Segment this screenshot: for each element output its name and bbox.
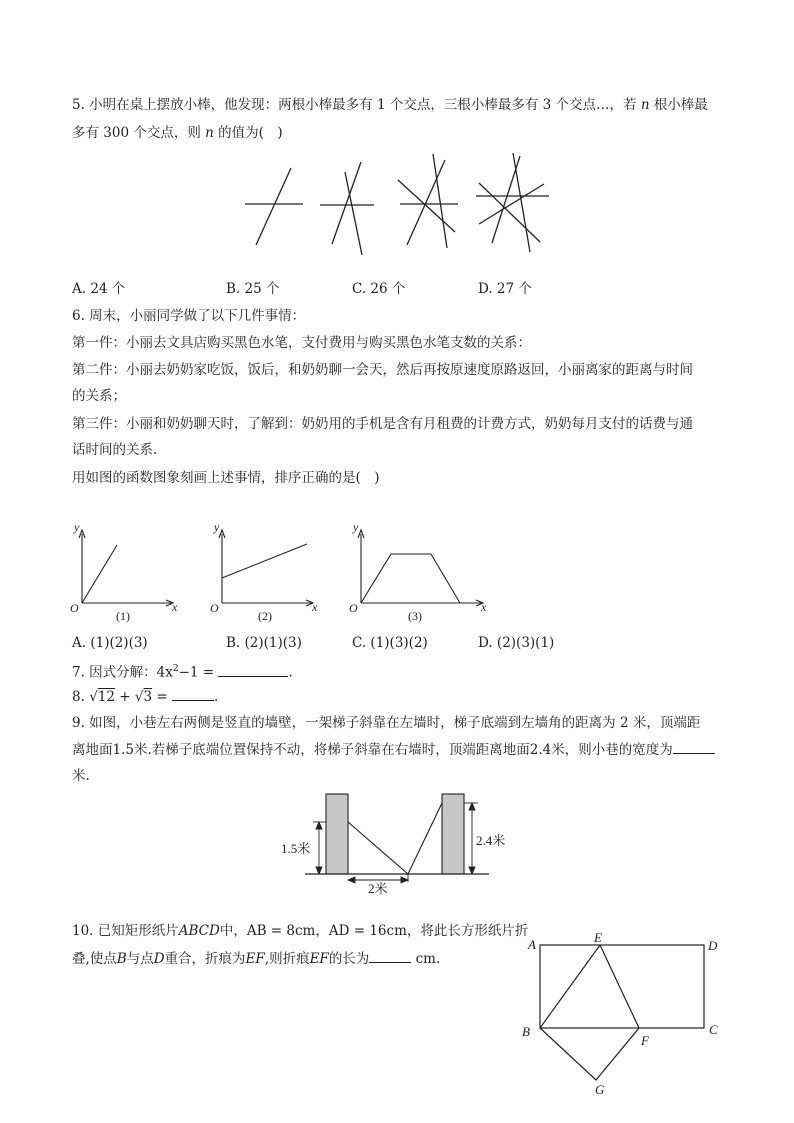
- q6-line-5: 第三件：小丽和奶奶聊天时，了解到：奶奶用的手机是含有月租费的计费方式，奶奶每月支付的话费与通: [72, 416, 693, 432]
- equals-sign: =: [156, 689, 168, 705]
- q10-text: 10. 已知矩形纸片: [72, 923, 179, 939]
- graph1-y-label: y: [74, 520, 80, 534]
- q5-option-d: D. 27 个: [478, 281, 532, 297]
- graph3-caption: (3): [408, 609, 422, 623]
- q5-option-a: A. 24 个: [72, 281, 126, 297]
- q8-text: 8.: [72, 689, 85, 705]
- graph2-y-label: y: [214, 520, 220, 534]
- rect-abcd: ABCD: [178, 923, 220, 939]
- q6-line-7: 用如图的函数图象刻画上述事情，排序正确的是( ): [72, 470, 380, 486]
- q5-text: 根小棒最: [653, 97, 708, 113]
- graph3-y-label: y: [353, 520, 359, 534]
- q10-text: 中，AB = 8cm，AD = 16cm，将此长方形纸片折: [219, 923, 529, 939]
- label-g: G: [595, 1082, 605, 1097]
- q9-line-3: 米.: [72, 768, 90, 784]
- q9-line-1: 9. 如图，小巷左右两侧是竖直的墙壁，一架梯子斜靠在左墙时，梯子底端到左墙角的距离为 2 米，顶端距: [72, 715, 701, 731]
- graph2-origin: O: [210, 601, 219, 615]
- q10-text: 的长为: [328, 951, 370, 967]
- label-a: A: [528, 937, 536, 952]
- graph1-caption: (1): [116, 609, 130, 623]
- q6-line-6: 话时间的关系.: [72, 442, 158, 458]
- label-b: B: [522, 1024, 530, 1039]
- q6-line-4: 的关系；: [72, 388, 126, 404]
- q7-text: −1 =: [178, 664, 215, 681]
- label-c: C: [709, 1022, 718, 1037]
- q10-unit: cm.: [415, 951, 441, 967]
- crease-ef: EF: [245, 951, 265, 967]
- q6-line-3: 第二件：小丽去奶奶家吃饭，饭后，和奶奶聊一会天，然后再按原速度原路返回，小丽离家的距离与时间: [72, 362, 693, 378]
- graph2-caption: (2): [258, 609, 272, 623]
- q7-exponent: 2: [172, 664, 179, 674]
- q6-line-2: 第一件：小丽去文具店购买黑色水笔，支付费用与购买黑色水笔支数的关系：: [72, 335, 531, 351]
- point-d: D: [153, 951, 165, 967]
- q5-option-c: C. 26 个: [352, 281, 406, 297]
- graph3-origin: O: [349, 601, 358, 615]
- q6-option-d: D. (2)(3)(1): [478, 635, 555, 651]
- graph1-x-label: x: [172, 600, 178, 614]
- segment-ef: [600, 945, 639, 1028]
- q5-text: 的值为( ): [218, 125, 283, 141]
- q6-option-b: B. (2)(1)(3): [226, 635, 302, 651]
- graph3-x-label: x: [481, 600, 487, 614]
- rectangle-abcd: [540, 945, 704, 1028]
- q6-option-a: A. (1)(2)(3): [72, 635, 148, 651]
- radicand-3: 3: [143, 689, 153, 705]
- folded-bgf: [540, 1028, 639, 1080]
- q7-text: 7. 因式分解：4x: [72, 664, 173, 681]
- label-e: E: [594, 930, 602, 945]
- q5-option-b: B. 25 个: [226, 281, 280, 297]
- q5-text: 5. 小明在桌上摆放小棒，他发现：两根小棒最多有 1 个交点，三根小棒最多有 3 个交点…，若: [72, 97, 637, 113]
- sqrt-12: √12: [89, 689, 115, 705]
- graph2-x-label: x: [312, 600, 318, 614]
- q10-text: ,则折痕: [264, 951, 310, 967]
- q7-period: .: [288, 664, 293, 681]
- q9-text: 离地面1.5米.若梯子底端位置保持不动，将梯子斜靠在右墙时，顶端距离地面2.4米，则小巷的宽度为: [72, 742, 673, 758]
- sqrt-3: √3: [134, 689, 153, 705]
- graph1-origin: O: [70, 601, 79, 615]
- left-height-label: 1.5米: [281, 841, 311, 856]
- label-f: F: [641, 1033, 649, 1048]
- q10-text: 与点: [126, 951, 154, 967]
- q10-text: 重合，折痕为: [164, 951, 246, 967]
- q6-line-1: 6. 周末，小丽同学做了以下几件事情：: [72, 308, 306, 324]
- segment-be: [540, 945, 600, 1028]
- q6-option-c: C. (1)(3)(2): [352, 635, 428, 651]
- q5-text: 多有 300 个交点，则: [72, 125, 201, 141]
- plus-sign: +: [119, 689, 131, 705]
- label-d: D: [708, 938, 718, 953]
- crease-ef: EF: [309, 951, 329, 967]
- point-b: B: [116, 951, 127, 967]
- right-height-label: 2.4米: [476, 833, 506, 848]
- q10-text: 叠,使点: [72, 951, 117, 967]
- base-label: 2米: [368, 881, 388, 896]
- var-n: n: [205, 125, 214, 141]
- q8-period: .: [214, 689, 219, 705]
- radicand-12: 12: [97, 689, 115, 705]
- var-n: n: [640, 97, 650, 113]
